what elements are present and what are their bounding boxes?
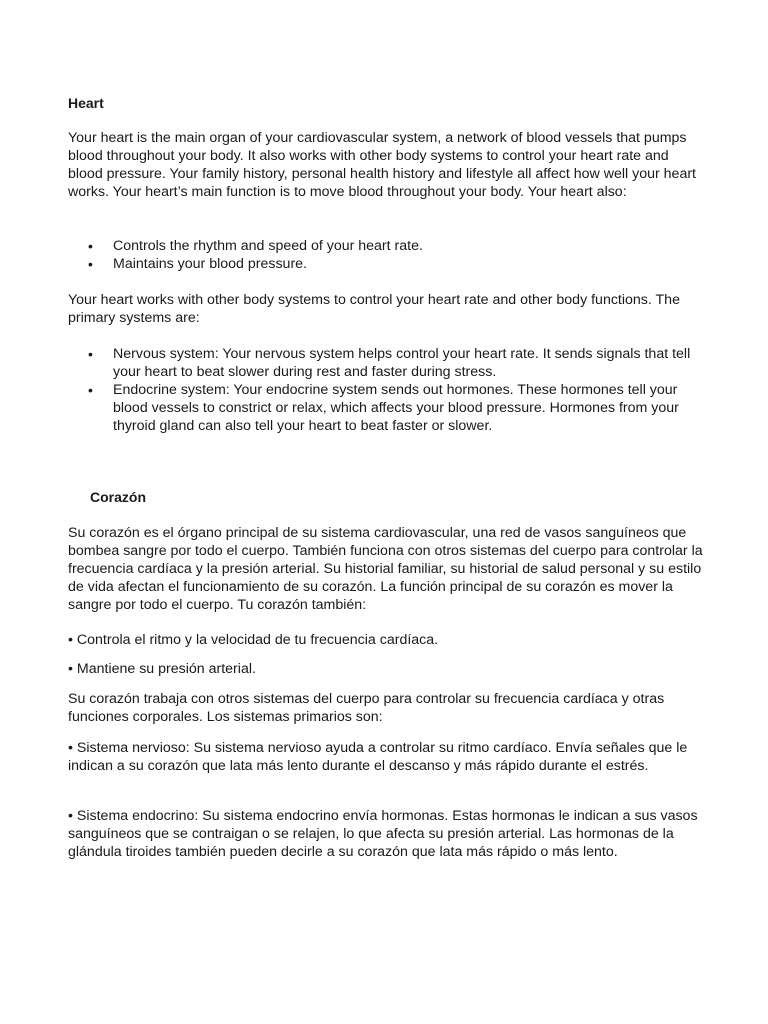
english-systems-list bbox=[68, 345, 708, 435]
spanish-heading: Corazón bbox=[90, 489, 146, 505]
spanish-bullet-2: • Mantiene su presión arterial. bbox=[68, 661, 256, 677]
english-functions-list bbox=[68, 237, 708, 273]
list-item: • Nervous system: Your nervous system helps control your heart rate. It sends signals that tell your heart to beat slower during rest and faster during stress. bbox=[68, 345, 708, 381]
spanish-bullet-1: • Controla el ritmo y la velocidad de tu frecuencia cardíaca. bbox=[68, 632, 439, 648]
english-heading: Heart bbox=[68, 95, 104, 111]
english-intro-paragraph: Your heart is the main organ of your cardiovascular system, a network of blood vessels that pumps blood throughout your body. It also works with other body systems to control your heart rate and blood pressure. Your family history, personal health history and lifestyle all affect how well your heart works. Your heart’s main function is to move blood throughout your body. Your heart also: bbox=[68, 130, 696, 200]
list-item: • Endocrine system: Your endocrine system sends out hormones. These hormones tell your blood vessels to constrict or relax, which affects your blood pressure. Hormones from your thyroid gland can also tell your heart to beat faster or slower. bbox=[68, 381, 708, 435]
list-item: • Maintains your blood pressure. bbox=[68, 255, 708, 273]
spanish-system-1: • Sistema nervioso: Su sistema nervioso ayuda a controlar su ritmo cardíaco. Envía señales que le indican a su corazón que lata más lento durante el descanso y más rápido durante el estrés. bbox=[68, 740, 688, 774]
spanish-system-2: • Sistema endocrino: Su sistema endocrino envía hormonas. Estas hormonas le indican a sus vasos sanguíneos que se contraigan o se relajen, lo que afecta su presión arterial. Las hormonas de la glándula tiroides también pueden decirle a su corazón que lata más rápido o más lento. bbox=[68, 808, 698, 860]
spanish-intro-paragraph: Su corazón es el órgano principal de su sistema cardiovascular, una red de vasos sanguíneos que bombea sangre por todo el cuerpo. También funciona con otros sistemas del cuerpo para controlar la frecuencia cardíaca y la presión arterial. Su historial familiar, su historial de salud personal y su estilo de vida afectan el funcionamiento de su corazón. La función principal de su corazón es mover la sangre por todo el cuerpo. Tu corazón también: bbox=[68, 525, 703, 613]
spanish-systems-intro: Su corazón trabaja con otros sistemas del cuerpo para controlar su frecuencia cardíaca y otras funciones corporales. Los sistemas primarios son: bbox=[68, 691, 665, 725]
english-systems-intro: Your heart works with other body systems to control your heart rate and other body functions. The primary systems are: bbox=[68, 292, 680, 326]
list-item: • Controls the rhythm and speed of your heart rate. bbox=[68, 237, 708, 255]
